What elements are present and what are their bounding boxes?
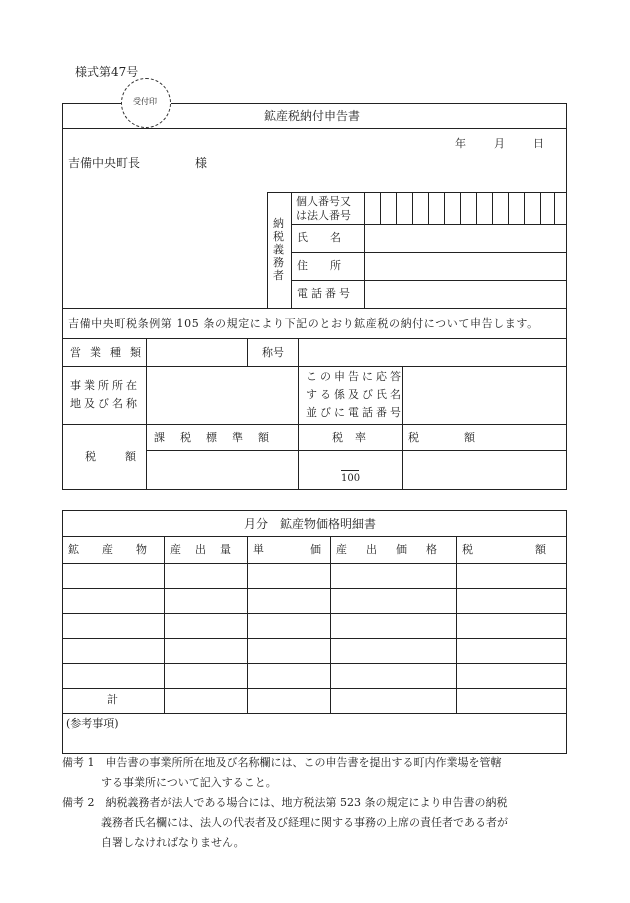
digit-divider xyxy=(554,192,555,224)
honorific: 様 xyxy=(195,156,208,170)
note-2-line-2: 義務者氏名欄には、法人の代表者及び経理に関する事務の上席の責任者である者が xyxy=(101,816,508,829)
taxpayer-label-5: 者 xyxy=(273,269,284,282)
id-number-boxes[interactable] xyxy=(364,192,567,224)
tax-base-label: 課税標準額 xyxy=(154,431,284,444)
tax-amount-label: 税 額 xyxy=(85,450,145,463)
contact-label-2: する係及び氏名 xyxy=(306,388,404,401)
divider xyxy=(62,128,567,129)
note-1-line-1: 備考 1 申告書の事業所所在地及び名称欄には、この申告書を提出する町内作業場を管轄 xyxy=(62,756,502,769)
office-label-1: 事業所所在 xyxy=(70,379,140,392)
taxpayer-label-1: 納 xyxy=(273,217,284,230)
declaration-text: 吉備中央町税条例第 105 条の規定により下記のとおり鉱産税の納付について申告します。 xyxy=(68,317,539,330)
divider xyxy=(62,424,567,425)
detail-row[interactable] xyxy=(63,639,566,662)
header-mineral: 鉱産物 xyxy=(68,543,170,556)
business-type-label: 営業種類 xyxy=(70,346,150,359)
contact-input[interactable] xyxy=(403,367,566,423)
date-day: 日 xyxy=(533,137,544,150)
office-label-2: 地及び名称 xyxy=(70,397,140,410)
digit-divider xyxy=(380,192,381,224)
date-year: 年 xyxy=(455,137,466,150)
detail-row[interactable] xyxy=(63,664,566,687)
digit-divider xyxy=(508,192,509,224)
reference-label: (参考事項) xyxy=(66,717,119,730)
header-unit-price: 単価 xyxy=(253,543,367,556)
reference-input[interactable] xyxy=(63,714,566,753)
id-number-label-2: は法人番号 xyxy=(296,209,351,222)
digit-divider xyxy=(412,192,413,224)
tax-base-input[interactable] xyxy=(147,451,297,489)
contact-label-1: この申告に応答 xyxy=(306,370,404,383)
rate-denominator: 100 xyxy=(341,473,361,484)
divider xyxy=(291,192,292,308)
divider xyxy=(62,308,567,309)
digit-divider xyxy=(428,192,429,224)
digit-divider xyxy=(396,192,397,224)
contact-label-3: 並びに電話番号 xyxy=(306,406,404,419)
header-output-value: 産出価格 xyxy=(336,543,456,556)
digit-divider xyxy=(444,192,445,224)
tax-input[interactable] xyxy=(403,451,566,489)
detail-row[interactable] xyxy=(63,614,566,637)
divider xyxy=(267,192,268,308)
fraction-bar xyxy=(341,470,359,471)
digit-divider xyxy=(540,192,541,224)
addressee: 吉備中央町長 xyxy=(68,156,141,170)
tax-rate-label: 税率 xyxy=(332,431,378,444)
trade-name-input[interactable] xyxy=(299,339,566,365)
taxpayer-label-3: 義 xyxy=(273,243,284,256)
taxpayer-label-2: 税 xyxy=(273,230,284,243)
id-number-label-1: 個人番号又 xyxy=(296,195,351,208)
form-title: 鉱産税納付申告書 xyxy=(264,109,361,123)
address-label: 住 所 xyxy=(297,259,341,272)
detail-title: 月分 鉱産物価格明細書 xyxy=(244,517,377,531)
form-number: 様式第47号 xyxy=(75,65,139,79)
header-tax: 税額 xyxy=(462,543,608,556)
digit-divider xyxy=(492,192,493,224)
note-2-line-3: 自署しなければなりません。 xyxy=(101,836,245,849)
phone-input[interactable] xyxy=(365,281,566,307)
divider xyxy=(62,688,567,689)
digit-divider xyxy=(476,192,477,224)
detail-row[interactable] xyxy=(63,589,566,612)
phone-label: 電話番号 xyxy=(297,287,353,300)
trade-name-label: 称号 xyxy=(262,346,284,359)
date-month: 月 xyxy=(494,137,505,150)
stamp-label: 受付印 xyxy=(133,97,157,106)
address-input[interactable] xyxy=(365,253,566,279)
name-label: 氏 名 xyxy=(297,231,341,244)
digit-divider xyxy=(524,192,525,224)
taxpayer-label-4: 務 xyxy=(273,256,284,269)
total-label: 計 xyxy=(107,693,118,706)
note-2-line-1: 備考 2 納税義務者が法人である場合には、地方税法第 523 条の規定により申告書の納税 xyxy=(62,796,508,809)
digit-divider xyxy=(460,192,461,224)
header-output: 産出量 xyxy=(170,543,245,556)
office-input[interactable] xyxy=(147,367,297,423)
divider xyxy=(62,536,567,537)
detail-row[interactable] xyxy=(63,564,566,587)
business-type-input[interactable] xyxy=(147,339,246,365)
tax-label: 税 額 xyxy=(408,431,478,444)
divider xyxy=(247,338,248,366)
name-input[interactable] xyxy=(365,225,566,251)
note-1-line-2: する事業所について記入すること。 xyxy=(101,776,277,789)
